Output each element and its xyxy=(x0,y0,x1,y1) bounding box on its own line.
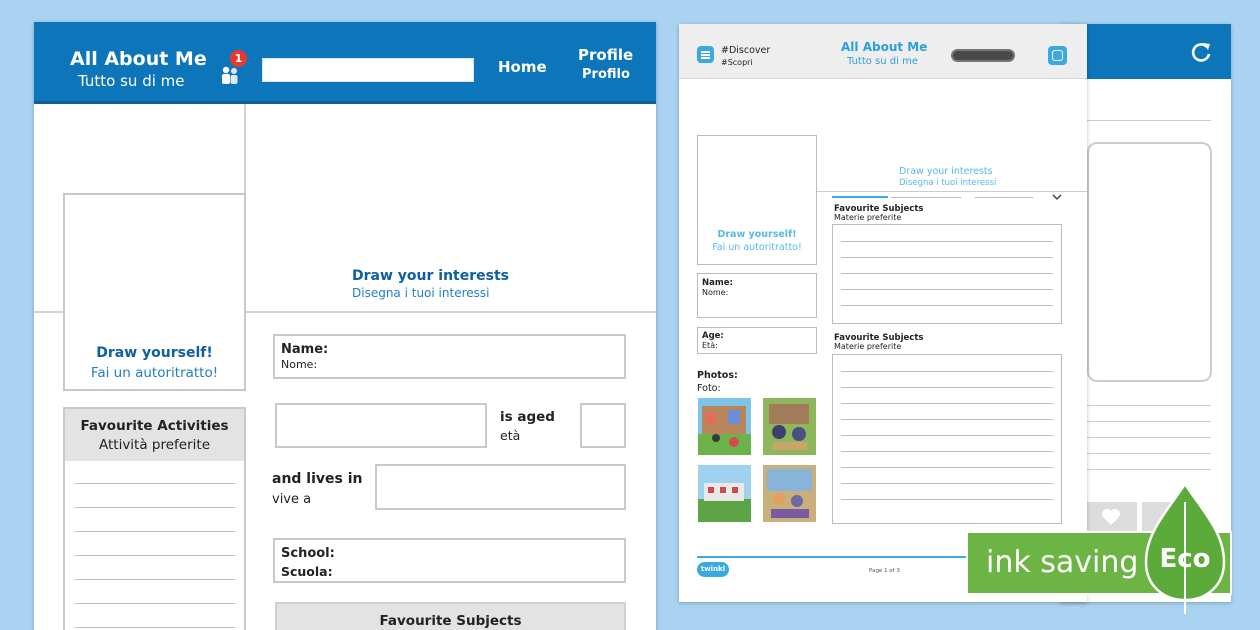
activities-title: Favourite Activities xyxy=(80,418,229,434)
writing-line[interactable] xyxy=(841,289,1053,290)
writing-line[interactable] xyxy=(1087,453,1211,454)
favourite-subjects-box[interactable] xyxy=(832,224,1062,324)
notification-badge: 1 xyxy=(230,50,247,67)
discover-translation: #Scopri xyxy=(721,58,753,67)
search-pill[interactable] xyxy=(951,49,1015,62)
writing-line[interactable] xyxy=(841,387,1053,388)
section-divider xyxy=(817,191,1087,192)
photo-classroom[interactable] xyxy=(763,465,816,522)
name-translation: Nome: xyxy=(281,358,318,371)
tab-indicator[interactable] xyxy=(891,197,961,198)
draw-interests-label: Draw your interests xyxy=(899,166,993,177)
writing-line[interactable] xyxy=(841,499,1053,500)
writing-line[interactable] xyxy=(75,483,235,484)
chevron-down-icon[interactable] xyxy=(1052,194,1062,201)
content-box[interactable] xyxy=(1087,142,1212,382)
sheet-header xyxy=(34,22,656,104)
tab-indicator[interactable] xyxy=(975,197,1033,198)
subjects-title: Favourite Subjects xyxy=(834,333,924,343)
heart-icon xyxy=(1101,508,1121,526)
age-field[interactable] xyxy=(697,327,817,354)
favourite-subjects-box[interactable] xyxy=(832,354,1062,524)
age-label: Age: xyxy=(702,331,724,341)
refresh-icon[interactable] xyxy=(1190,41,1212,63)
draw-yourself-label: Draw yourself! xyxy=(96,345,213,361)
draw-interests-translation: Disegna i tuoi interessi xyxy=(352,286,490,300)
draw-interests-translation: Disegna i tuoi interessi xyxy=(899,178,997,188)
aged-translation: età xyxy=(500,428,521,443)
tab-indicator-active[interactable] xyxy=(832,196,888,198)
worksheet-page-1 xyxy=(34,22,656,630)
writing-line[interactable] xyxy=(75,555,235,556)
name-translation: Nome: xyxy=(702,288,729,297)
lives-translation: vive a xyxy=(272,492,312,507)
writing-line[interactable] xyxy=(1087,437,1211,438)
school-label: School: xyxy=(281,546,335,561)
subjects-translation: Materie preferite xyxy=(834,342,902,351)
discover-tag[interactable]: #Discover xyxy=(721,45,771,56)
writing-line[interactable] xyxy=(75,627,235,628)
nav-home-link[interactable]: Home xyxy=(498,58,547,76)
writing-line[interactable] xyxy=(841,241,1053,242)
eco-badge-label: Eco xyxy=(1159,544,1211,574)
photos-label: Photos: xyxy=(697,370,738,381)
search-input[interactable] xyxy=(262,58,474,82)
self-portrait-box[interactable] xyxy=(63,193,246,391)
writing-line[interactable] xyxy=(75,531,235,532)
writing-line[interactable] xyxy=(1087,405,1211,406)
menu-icon[interactable] xyxy=(697,46,714,63)
writing-line[interactable] xyxy=(75,579,235,580)
nav-profile-translation: Profilo xyxy=(582,67,630,82)
writing-line[interactable] xyxy=(841,273,1053,274)
page-number: Page 1 of 3 xyxy=(869,568,900,574)
draw-interests-label: Draw your interests xyxy=(352,268,509,284)
lives-label: and lives in xyxy=(272,471,363,487)
pronoun-field[interactable] xyxy=(275,403,487,448)
activities-header xyxy=(65,409,244,461)
writing-line[interactable] xyxy=(75,603,235,604)
photo-playground[interactable] xyxy=(698,398,751,455)
photo-school-building[interactable] xyxy=(698,465,751,522)
favourite-activities-box xyxy=(63,407,246,630)
draw-yourself-translation: Fai un autoritratto! xyxy=(90,365,219,381)
subjects-title: Favourite Subjects xyxy=(834,204,924,214)
age-field[interactable] xyxy=(580,403,626,448)
writing-line[interactable] xyxy=(841,419,1053,420)
writing-line[interactable] xyxy=(841,435,1053,436)
sheet-header xyxy=(679,24,1087,79)
subjects-header xyxy=(275,602,626,630)
nav-profile-link[interactable]: Profile xyxy=(578,46,634,64)
name-field[interactable] xyxy=(697,273,817,318)
sheet-subtitle: Tutto su di me xyxy=(78,72,185,90)
town-field[interactable] xyxy=(375,464,626,510)
name-field[interactable] xyxy=(273,334,626,379)
name-label: Name: xyxy=(702,278,733,288)
photo-gym[interactable] xyxy=(763,398,816,455)
ink-saving-label: ink saving xyxy=(986,545,1139,580)
writing-line[interactable] xyxy=(1087,469,1211,470)
school-field[interactable] xyxy=(273,538,626,583)
subjects-translation: Materie preferite xyxy=(834,213,902,222)
users-icon[interactable] xyxy=(220,64,240,86)
writing-line[interactable] xyxy=(841,403,1053,404)
worksheet-page-2 xyxy=(679,24,1087,602)
writing-line[interactable] xyxy=(75,507,235,508)
photos-translation: Foto: xyxy=(697,383,721,394)
writing-line[interactable] xyxy=(841,483,1053,484)
activities-translation: Attività preferite xyxy=(98,437,211,453)
sheet-title: All About Me xyxy=(841,40,928,54)
school-translation: Scuola: xyxy=(281,564,333,579)
sheet-title: All About Me xyxy=(70,48,207,70)
age-translation: Età: xyxy=(702,341,718,350)
aged-label: is aged xyxy=(500,409,555,425)
writing-line[interactable] xyxy=(841,305,1053,306)
self-portrait-box[interactable] xyxy=(697,135,817,265)
draw-yourself-translation: Fai un autoritratto! xyxy=(712,242,802,253)
draw-yourself-label: Draw yourself! xyxy=(717,229,797,240)
writing-line[interactable] xyxy=(841,467,1053,468)
writing-line[interactable] xyxy=(841,451,1053,452)
writing-line[interactable] xyxy=(1087,421,1211,422)
twinkl-logo: twinkl xyxy=(697,562,729,577)
camera-icon[interactable] xyxy=(1048,46,1067,65)
name-label: Name: xyxy=(281,342,329,357)
like-button[interactable] xyxy=(1087,502,1137,532)
subjects-title: Favourite Subjects xyxy=(379,613,522,629)
sheet-subtitle: Tutto su di me xyxy=(847,56,918,67)
rule xyxy=(1087,120,1211,121)
writing-line[interactable] xyxy=(841,371,1053,372)
writing-line[interactable] xyxy=(841,257,1053,258)
